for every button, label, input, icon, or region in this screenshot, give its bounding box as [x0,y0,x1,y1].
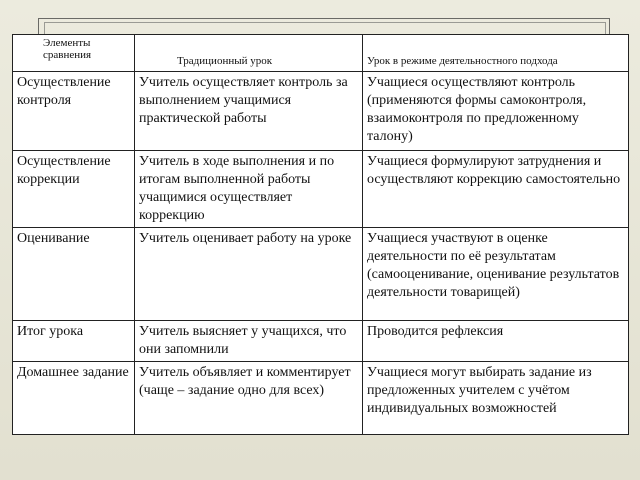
row-element: Домашнее задание [13,362,135,435]
table-row [13,321,629,362]
table-header-row [13,35,629,72]
row-traditional: Учитель объявляет и комментирует (чаще – задание одно для всех) [135,362,363,435]
header-traditional: Традиционный урок [135,35,363,72]
table-row [13,151,629,228]
row-activity: Проводится рефлексия [363,321,629,362]
table-row [13,72,629,151]
comparison-table [12,34,629,435]
row-element: Осуществление контроля [13,72,135,151]
row-traditional: Учитель осуществляет контроль за выполнением учащимися практической работы [135,72,363,151]
row-traditional: Учитель выясняет у учащихся, что они запомнили [135,321,363,362]
row-element: Осуществление коррекции [13,151,135,228]
row-traditional: Учитель в ходе выполнения и по итогам выполненной работы учащимися осуществляет коррекцию [135,151,363,228]
row-activity: Учащиеся участвуют в оценке деятельности по её результатам (самооценивание, оценивание результатов деятельности товарищей) [363,228,629,321]
table-row [13,362,629,435]
row-activity: Учащиеся могут выбирать задание из предложенных учителем с учётом индивидуальных возможностей [363,362,629,435]
header-activity: Урок в режиме деятельностного подхода [363,35,629,72]
table-row [13,228,629,321]
row-activity: Учащиеся формулируют затруднения и осуществляют коррекцию самостоятельно [363,151,629,228]
row-activity: Учащиеся осуществляют контроль (применяются формы самоконтроля, взаимоконтроля по предложенному талону) [363,72,629,151]
row-element: Итог урока [13,321,135,362]
row-traditional: Учитель оценивает работу на уроке [135,228,363,321]
header-elements: Элементы сравнения [13,35,135,72]
row-element: Оценивание [13,228,135,321]
